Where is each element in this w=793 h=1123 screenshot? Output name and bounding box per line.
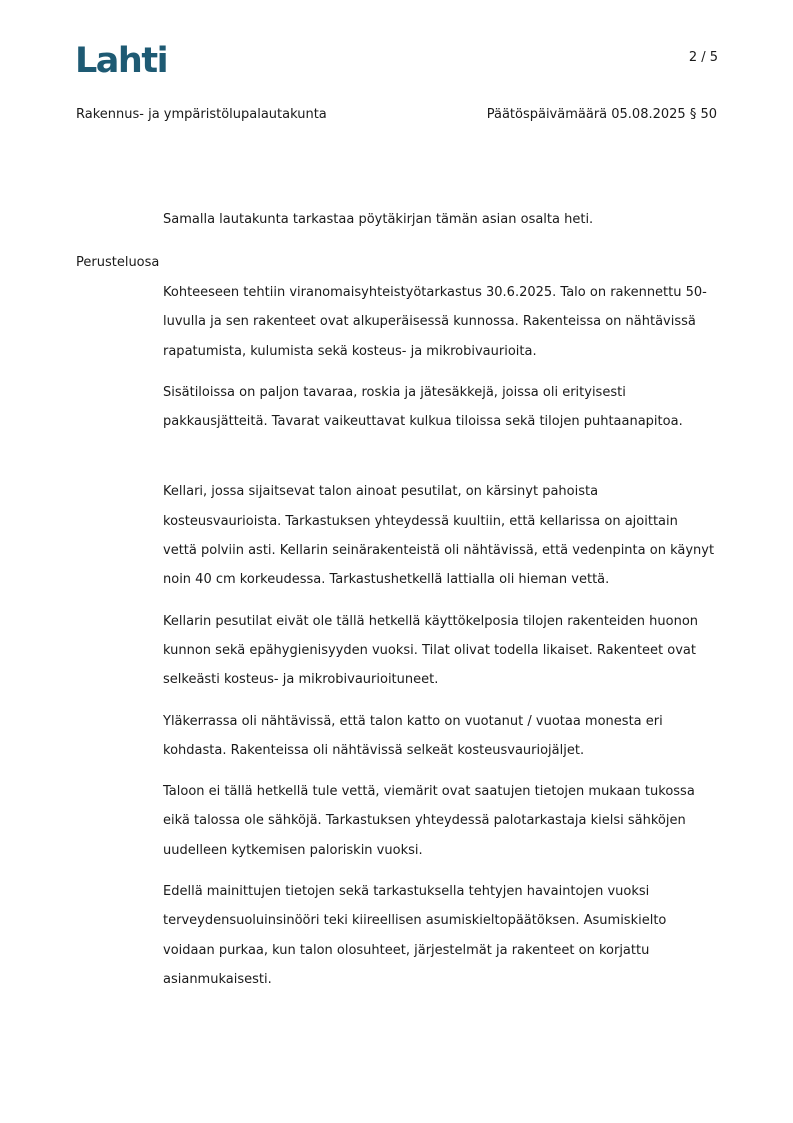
lahti-logo: Lahti xyxy=(75,41,168,81)
text-line: Sisätiloissa on paljon tavaraa, roskia ja jätesäkkejä, joissa oli erityisesti xyxy=(163,384,626,400)
paragraph xyxy=(163,877,723,994)
text-line: voidaan purkaa, kun talon olosuhteet, järjestelmät ja rakenteet on korjattu xyxy=(163,942,650,958)
text-line: rapatumista, kulumista sekä kosteus- ja mikrobivaurioita. xyxy=(163,343,537,359)
paragraph xyxy=(163,777,723,865)
text-line: eikä talossa ole sähköjä. Tarkastuksen yhteydessä palotarkastaja kielsi sähköjen xyxy=(163,813,686,829)
paragraph xyxy=(163,378,723,437)
page-number: 2 / 5 xyxy=(688,50,718,65)
text-line: vettä polviin asti. Kellarin seinärakenteistä oli nähtävissä, että vedenpinta on käynyt xyxy=(163,543,715,559)
text-line: selkeästi kosteus- ja mikrobivaurioituneet. xyxy=(163,672,439,688)
text-line: Kellarin pesutilat eivät ole tällä hetkellä käyttökelposia tilojen rakenteiden huonon xyxy=(163,613,699,629)
text-line: kosteusvaurioista. Tarkastuksen yhteydessä kuultiin, että kellarissa on ajoittain xyxy=(163,513,678,529)
section-label: Perusteluosa xyxy=(76,255,160,270)
decision-date: Päätöspäivämäärä 05.08.2025 § 50 xyxy=(486,107,717,122)
text-line: Yläkerrassa oli nähtävissä, että talon katto on vuotanut / vuotaa monesta eri xyxy=(163,713,663,729)
text-line: terveydensuoluinsinööri teki kiireellisen asumiskieltopäätöksen. Asumiskielto xyxy=(163,913,667,929)
paragraph xyxy=(163,278,723,366)
intro-paragraph: Samalla lautakunta tarkastaa pöytäkirjan tämän asian osalta heti. xyxy=(163,212,594,227)
board-name: Rakennus- ja ympäristölupalautakunta xyxy=(76,107,327,122)
text-line: Taloon ei tällä hetkellä tule vettä, viemärit ovat saatujen tietojen mukaan tukossa xyxy=(163,784,695,800)
text-line: Edellä mainittujen tietojen sekä tarkastuksella tehtyjen havaintojen vuoksi xyxy=(163,884,650,900)
text-line: kunnon sekä epähygienisyyden vuoksi. Tilat olivat todella likaiset. Rakenteet ovat xyxy=(163,642,696,658)
text-line: kohdasta. Rakenteissa oli nähtävissä selkeät kosteusvauriojäljet. xyxy=(163,742,585,758)
paragraph xyxy=(163,477,723,594)
text-line: Kellari, jossa sijaitsevat talon ainoat pesutilat, on kärsinyt pahoista xyxy=(163,484,599,500)
text-line: uudelleen kytkemisen paloriskin vuoksi. xyxy=(163,842,423,858)
text-line: luvulla ja sen rakenteet ovat alkuperäisessä kunnossa. Rakenteissa on nähtävissä xyxy=(163,314,696,330)
text-line: noin 40 cm korkeudessa. Tarkastushetkellä lattialla oli hieman vettä. xyxy=(163,572,610,588)
paragraph xyxy=(163,607,723,695)
text-line: Kohteeseen tehtiin viranomaisyhteistyötarkastus 30.6.2025. Talo on rakennettu 50- xyxy=(163,285,707,300)
body-text xyxy=(163,278,723,1006)
text-line: pakkausjätteitä. Tavarat vaikeuttavat kulkua tiloissa sekä tilojen puhtaanapitoa. xyxy=(163,414,683,430)
text-line: asianmukaisesti. xyxy=(163,971,272,987)
paragraph xyxy=(163,707,723,766)
